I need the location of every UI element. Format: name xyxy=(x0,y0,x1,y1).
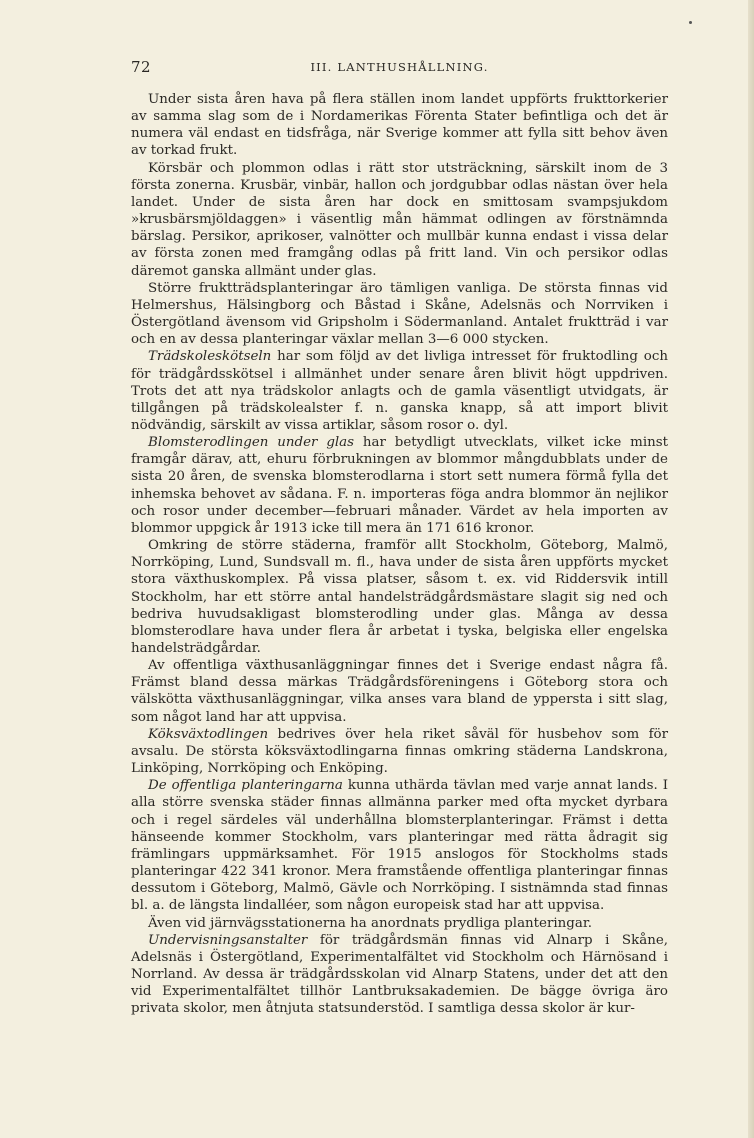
paragraph-text: kunna uthärda tävlan med varje annat lands. I alla större svenska städer finnas allmänna parker med ofta mycket dyrbara och i regel särdeles väl underhållna blomsterplanteringar. Främst i detta hänseende kommer Stockholm, vars planteringar med rätta ådragit sig främlingars uppmärksamhet. För 1915 anslogos för Stockholms stads planteringar 422 341 kronor. Mera framstående offentliga planteringar finnas dessutom i Göteborg, Malmö, Gävle och Norrköping. I sistnämnda stad finnas bl. a. de längsta lindalléer, som någon europeisk stad har att uppvisa. xyxy=(131,778,668,914)
paragraph-4 xyxy=(131,348,668,434)
paragraph-text: Omkring de större städerna, framför allt Stockholm, Göteborg, Malmö, Norrköping, Lund, Sundsvall m. fl., hava under de sista åren uppförts mycket stora växthuskomplex. På vissa platser, såsom t. ex. vid Riddersvik intill Stockholm, har ett större antal handelsträdgårdsmästare slagit sig ned och bedriva huvudsakligast blomsterodling under glas. Många av dessa blomsterodlare hava under flera år arbetat i tyska, belgiska eller engelska handelsträdgårdar. xyxy=(131,538,668,656)
paragraph-text: bedrives över hela riket såväl för husbehov som för avsalu. De största köksväxtodlingarna finnas omkring städerna Landskrona, Linköping, Norrköping och Enköping. xyxy=(131,726,668,777)
page-header xyxy=(131,58,668,82)
paragraph-lead: Blomsterodlingen under glas xyxy=(148,435,355,451)
paragraph-text: Av offentliga växthusanläggningar finnes det i Sverige endast några få. Främst bland dessa märkas Trädgårdsföreningens i Göteborg stora och välskötta växthusanläggningar, vilka anses vara bland de yppersta i sitt slag, som något land har att uppvisa. xyxy=(131,658,668,725)
paragraph-9 xyxy=(131,777,668,914)
paragraph-10 xyxy=(131,915,668,932)
paragraph-7 xyxy=(131,657,668,726)
paragraph-text: Större fruktträdsplanteringar äro tämligen vanliga. De största finnas vid Helmershus, Hälsingborg och Båstad i Skåne, Adelsnäs och Norrviken i Östergötland ävensom vid Gripsholm i Södermanland. Antalet fruktträd i var och en av dessa planteringar växlar mellan 3—6 000 stycken. xyxy=(131,280,668,348)
paragraph-lead: Undervisningsanstalter xyxy=(148,932,308,948)
paragraph-text: Körsbär och plommon odlas i rätt stor utsträckning, särskilt inom de 3 första zonerna. Krusbär, vinbär, hallon och jordgubbar odlas nästan över hela landet. Under de sista åren har dock en smittosam svampsjukdom »krusbärsmjöldaggen» i väsentlig mån hämmat odlingen av förstnämnda bärslag. Persikor, aprikoser, valnötter och mullbär kunna endast i vissa delar av första zonen med framgång odlas på fritt land. Vin och persikor odlas däremot ganska allmänt under glas. xyxy=(131,160,668,279)
paragraph-11 xyxy=(131,932,668,1018)
paragraph-text: har som följd av det livliga intresset för fruktodling och för trädgårdsskötsel i allmänhet under senare åren blivit högt uppdriven. Trots det att nya trädskolor anlagts och de gamla väsentligt utvidgats, är tillgången på trädskolealster f. n. ganska knapp, så att import blivit nödvändig, särskilt av vissa artiklar, såsom rosor o. dyl. xyxy=(131,349,668,433)
paragraph-3 xyxy=(131,280,668,349)
paragraph-1 xyxy=(131,91,668,160)
running-head: III. LANTHUSHÅLLNING. xyxy=(310,60,489,74)
speck-mark xyxy=(689,21,692,24)
paragraph-6 xyxy=(131,537,668,657)
paragraph-8 xyxy=(131,726,668,777)
paragraph-text: för trädgårdsmän finnas vid Alnarp i Skåne, Adelsnäs i Östergötland, Experimentalfältet vid Stockholm och Härnösand i Norrland. Av dessa är trädgårdsskolan vid Alnarp Statens, under det att den vid Experimentalfältet tillhör Lantbruksakademien. De bägge övriga äro privata skolor, men åtnjuta statsunderstöd. I samtliga dessa skolor är kur- xyxy=(131,932,668,1017)
paragraph-lead: Köksväxtodlingen xyxy=(148,726,269,742)
body-text xyxy=(131,91,668,1017)
paragraph-lead: Trädskoleskötseln xyxy=(148,349,272,365)
paragraph-5 xyxy=(131,434,668,537)
paragraph-lead: De offentliga planteringarna xyxy=(148,778,343,794)
paragraph-text: Under sista åren hava på flera ställen inom landet uppförts frukttorkerier av samma slag som de i Nordamerikas Förenta Stater befintliga och det är numera väl endast en tidsfråga, när Sverige kommer att fylla sitt behov även av torkad frukt. xyxy=(131,92,668,159)
paragraph-text: Även vid järnvägsstationerna ha anordnats prydliga planteringar. xyxy=(148,915,593,931)
page-edge xyxy=(748,0,754,1138)
page-number: 72 xyxy=(131,58,152,76)
paragraph-text: har betydligt utvecklats, vilket icke minst framgår därav, att, ehuru förbrukningen av blommor mångdubblats under de sista 20 åren, de svenska blomsterodlarna i stort sett numera förmå fylla det inhemska behovet av sådana. F. n. importeras föga andra blommor än nejlikor och rosor under december—februari månader. Värdet av hela importen av blommor uppgick år 1913 icke till mera än 171 616 kronor. xyxy=(131,435,668,536)
paragraph-2 xyxy=(131,160,668,280)
